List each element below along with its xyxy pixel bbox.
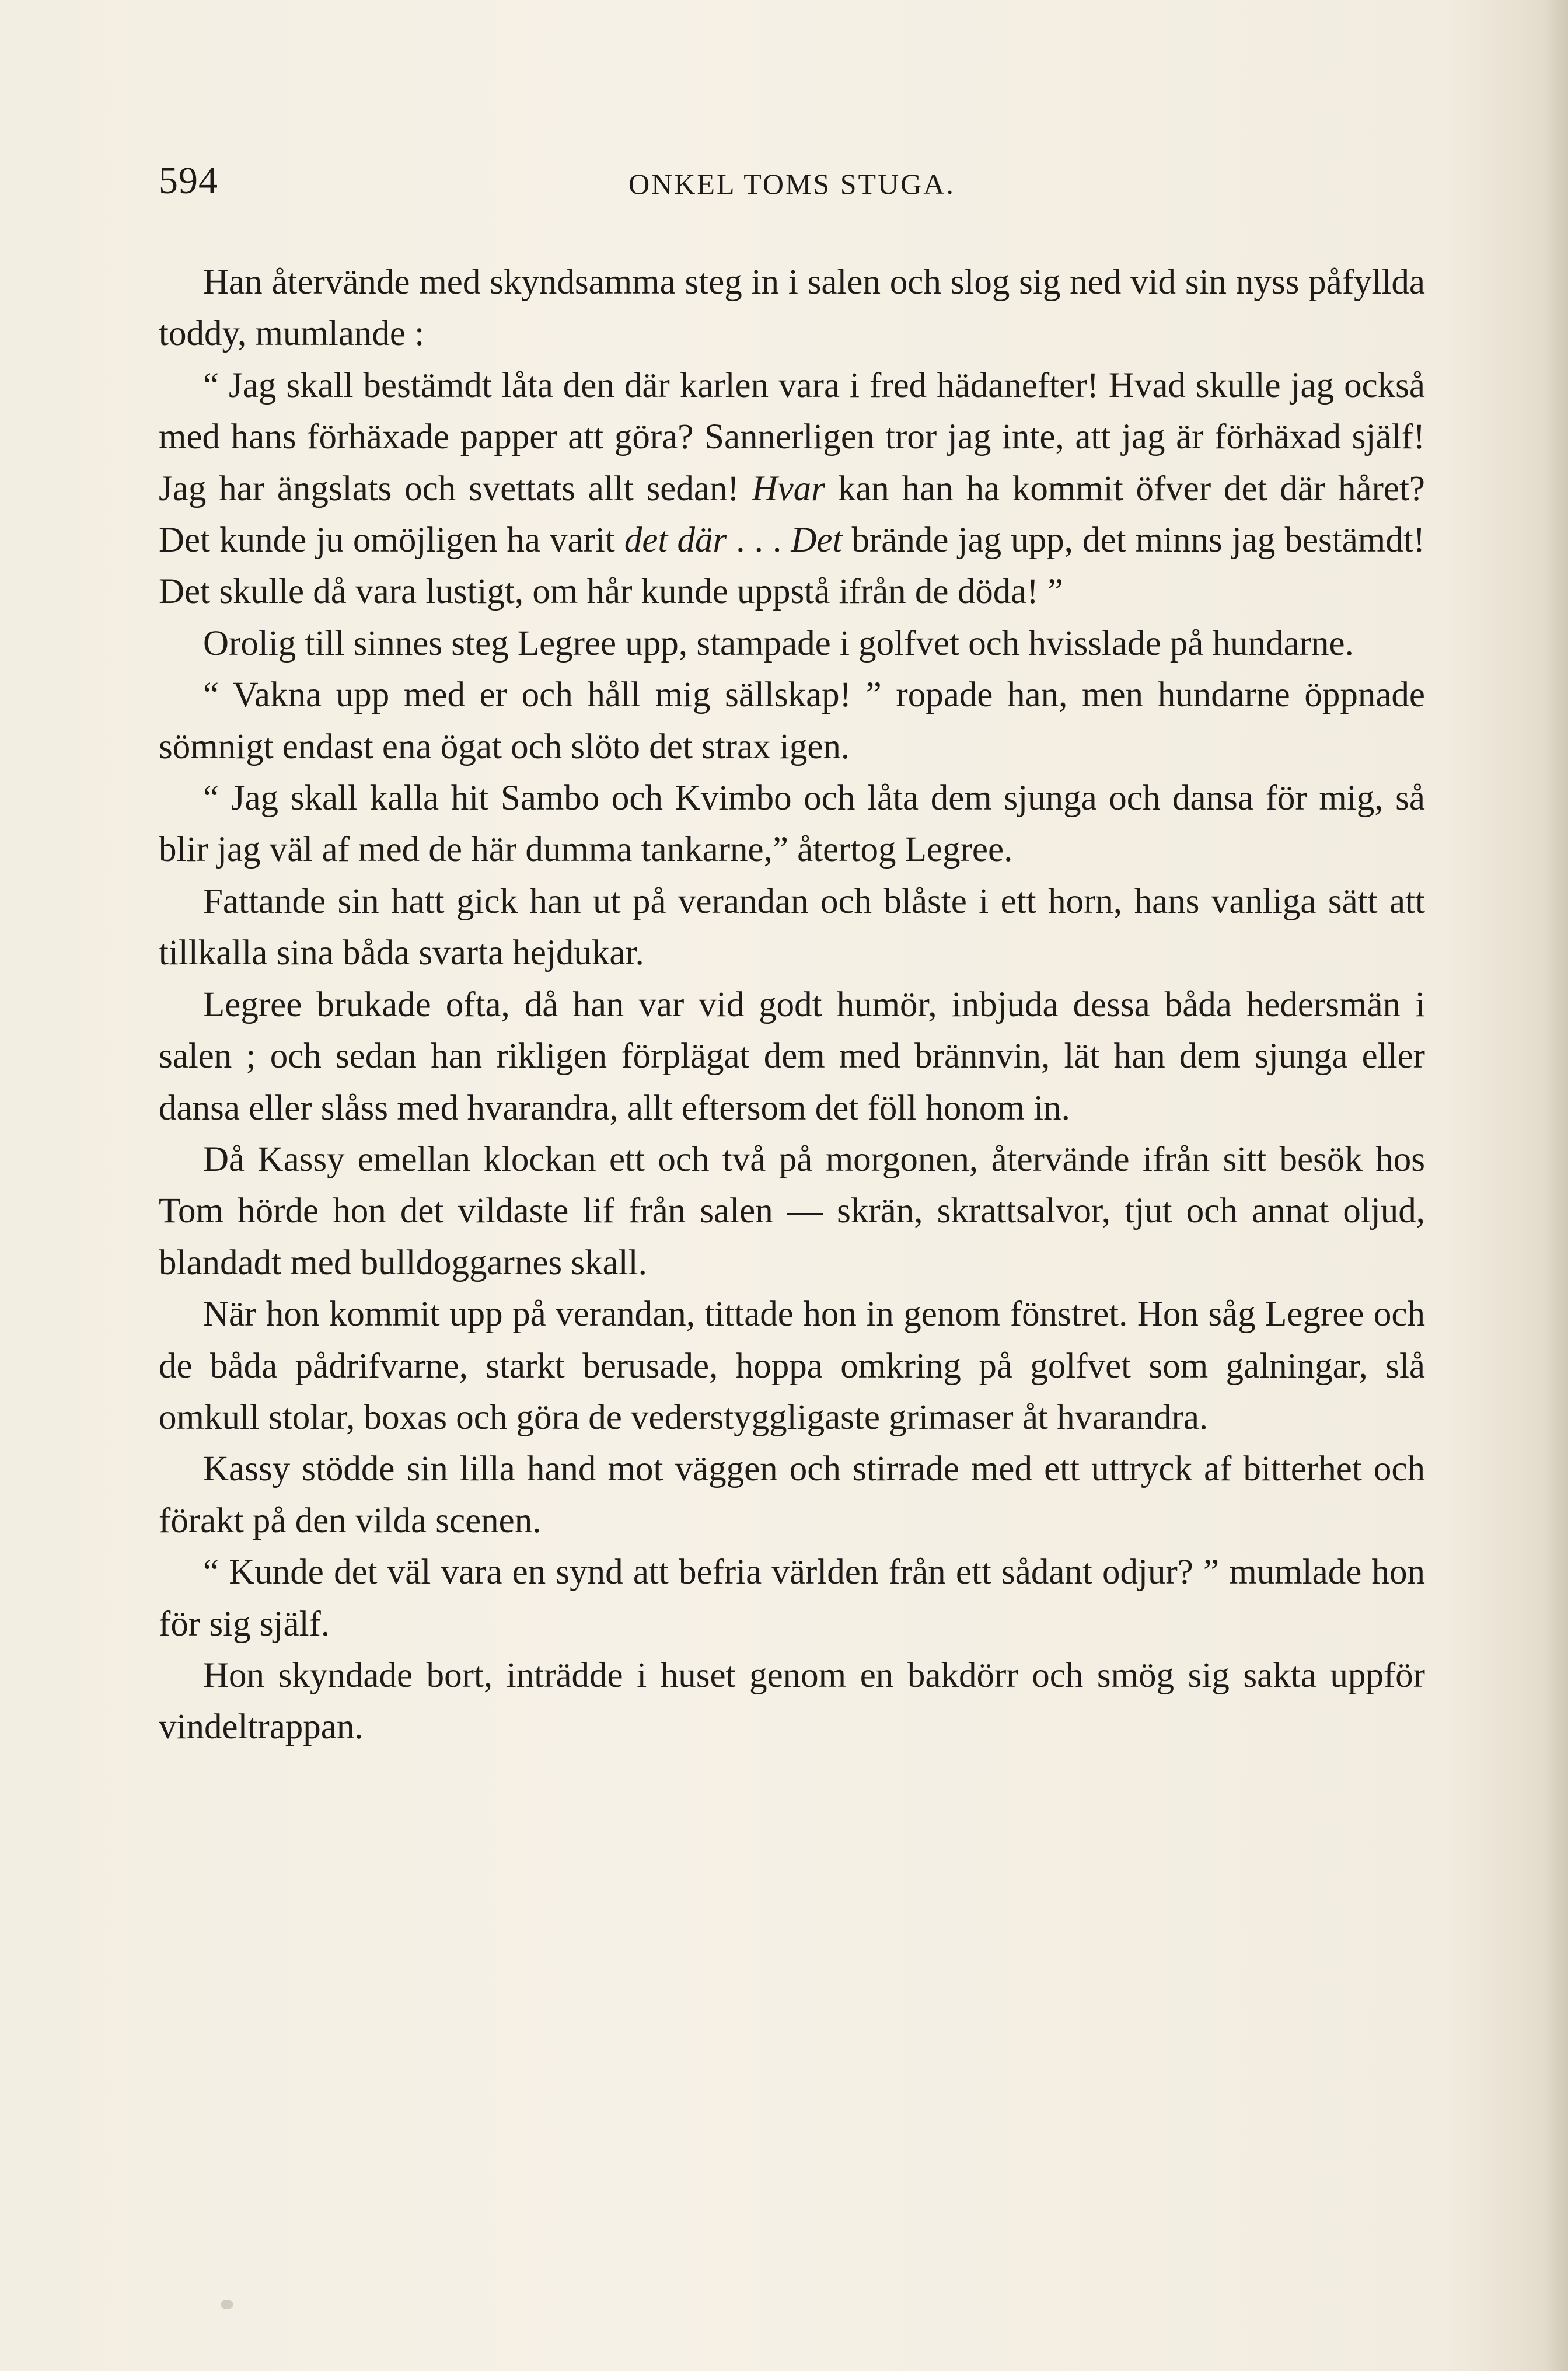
paragraph bbox=[159, 257, 1425, 360]
paragraph-text: När hon kommit upp på verandan, tittade hon in genom fönstret. Hon såg Legree och de båda pådrifvarne, starkt berusade, hoppa omkring på golfvet som galningar, slå omkull stolar, boxas och göra de vederstyggligaste grimaser åt hvarandra. bbox=[159, 1295, 1425, 1437]
paper-blemish bbox=[221, 2300, 233, 2309]
paragraph bbox=[159, 876, 1425, 979]
paragraph-text: “ Jag skall kalla hit Sambo och Kvimbo och låta dem sjunga och dansa för mig, så blir jag väl af med de här dumma tankarne,” återtog Legree. bbox=[159, 779, 1425, 870]
paragraph bbox=[159, 670, 1425, 773]
italic-text: det där bbox=[624, 521, 727, 560]
paragraph-text: kan han ha kommit öfver det där håret? Det kunde ju omöjligen ha varit bbox=[159, 469, 1425, 560]
paragraph bbox=[159, 773, 1425, 876]
paragraph-text: “ Kunde det väl vara en synd att befria världen från ett sådant odjur? ” mumlade hon för sig själf. bbox=[159, 1553, 1425, 1644]
page-edge-shadow bbox=[1545, 0, 1568, 2371]
paragraph bbox=[159, 1650, 1425, 1753]
paragraph-text: Han återvände med skyndsamma steg in i salen och slog sig ned vid sin nyss påfyllda toddy, mumlande : bbox=[159, 263, 1425, 354]
paragraph bbox=[159, 979, 1425, 1134]
page-number: 594 bbox=[159, 159, 218, 202]
paragraph bbox=[159, 360, 1425, 618]
running-head bbox=[159, 159, 1425, 205]
paragraph-text: Kassy stödde sin lilla hand mot väggen och stirrade med ett uttryck af bitterhet och förakt på den vilda scenen. bbox=[159, 1449, 1425, 1540]
body-text bbox=[159, 257, 1425, 1753]
paragraph-text: “ Jag skall bestämdt låta den där karlen vara i fred hädanefter! Hvad skulle jag också med hans förhäxade papper att göra? Sannerligen tror jag inte, att jag är förhäxad själf! Jag har ängslats och svettats allt sedan! bbox=[159, 365, 1425, 508]
paragraph bbox=[159, 618, 1425, 670]
paragraph-text: brände jag upp, det minns jag bestämdt! Det skulle då vara lustigt, om hår kunde uppstå ifrån de döda! ” bbox=[159, 521, 1425, 612]
italic-text: Hvar bbox=[752, 469, 825, 508]
paragraph-text: . . . bbox=[727, 521, 791, 560]
paragraph-text: Fattande sin hatt gick han ut på verandan och blåste i ett horn, hans vanliga sätt att tillkalla sina båda svarta hejdukar. bbox=[159, 881, 1425, 973]
paragraph-text: “ Vakna upp med er och håll mig sällskap! ” ropade han, men hundarne öppnade sömnigt endast ena ögat och slöto det strax igen. bbox=[159, 675, 1425, 766]
paragraph-text: Då Kassy emellan klockan ett och två på morgonen, återvände ifrån sitt besök hos Tom hörde hon det vildaste lif från salen — skrän, skrattsalvor, tjut och annat oljud, blandadt med bulldoggarnes skall. bbox=[159, 1139, 1425, 1282]
italic-text: Det bbox=[791, 521, 843, 560]
paragraph bbox=[159, 1289, 1425, 1443]
paragraph-text: Orolig till sinnes steg Legree upp, stampade i golfvet och hvisslade på hundarne. bbox=[203, 623, 1354, 663]
running-title: ONKEL TOMS STUGA. bbox=[628, 168, 955, 200]
paragraph bbox=[159, 1443, 1425, 1547]
paragraph-text: Legree brukade ofta, då han var vid godt humör, inbjuda dessa båda hedersmän i salen ; och sedan han rikligen förplägat dem med brännvin, lät han dem sjunga eller dansa eller slåss med hvarandra, allt eftersom det föll honom in. bbox=[159, 985, 1425, 1128]
paragraph bbox=[159, 1134, 1425, 1289]
paragraph bbox=[159, 1547, 1425, 1650]
paragraph-text: Hon skyndade bort, inträdde i huset genom en bakdörr och smög sig sakta uppför vindeltrappan. bbox=[159, 1655, 1425, 1747]
